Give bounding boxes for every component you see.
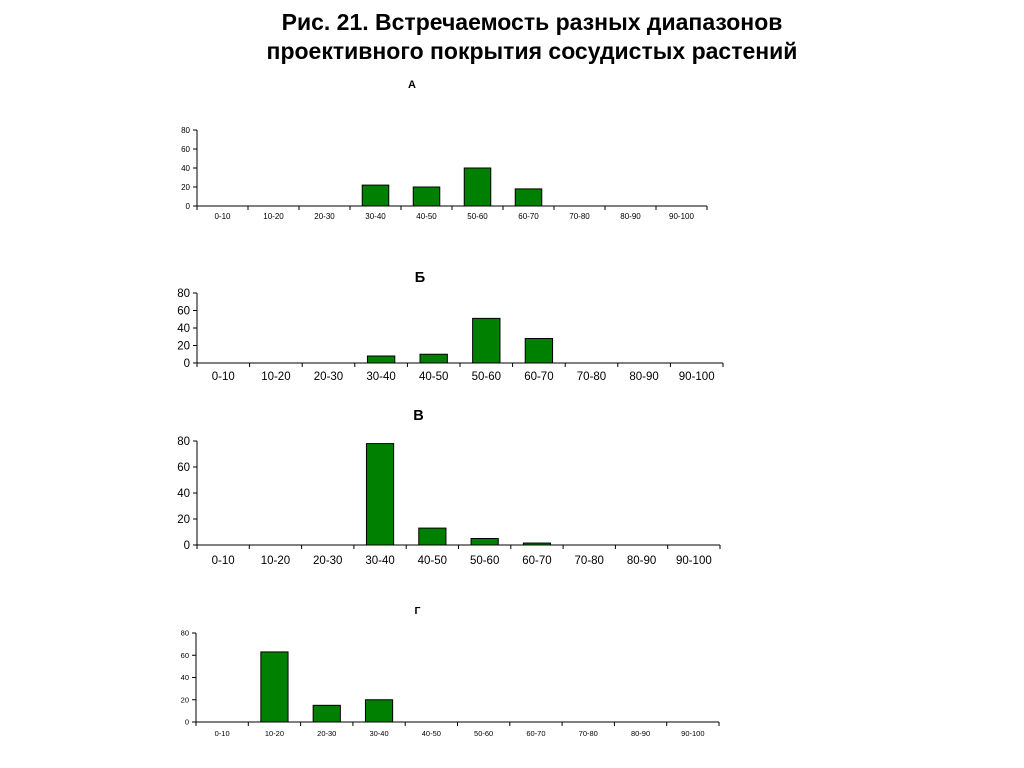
bar-60-70 bbox=[515, 189, 542, 206]
x-tick-label: 90-100 bbox=[669, 212, 694, 221]
y-tick-label: 80 bbox=[180, 628, 189, 638]
x-tick-label: 10-20 bbox=[261, 371, 291, 383]
chart-a bbox=[0, 75, 1024, 225]
chart-d bbox=[0, 600, 1024, 760]
x-tick-label: 30-40 bbox=[365, 212, 386, 221]
x-tick-label: 70-80 bbox=[578, 729, 598, 738]
x-tick-label: 70-80 bbox=[574, 555, 604, 567]
x-tick-label: 60-70 bbox=[524, 371, 554, 383]
x-tick-label: 50-60 bbox=[471, 371, 502, 383]
bar-40-50 bbox=[413, 187, 440, 206]
x-tick-label: 0-10 bbox=[211, 555, 235, 567]
x-tick-label: 30-40 bbox=[366, 371, 396, 383]
x-tick-label: 70-80 bbox=[576, 371, 607, 383]
x-tick-label: 10-20 bbox=[264, 729, 285, 738]
x-tick-label: 0-10 bbox=[214, 212, 231, 221]
panel-title: В bbox=[413, 408, 424, 424]
x-tick-label: 40-50 bbox=[417, 555, 448, 567]
y-tick-label: 0 bbox=[183, 358, 190, 371]
y-tick-label: 60 bbox=[180, 650, 189, 660]
panel-title: Б bbox=[414, 270, 426, 286]
x-tick-label: 30-40 bbox=[369, 729, 389, 738]
y-tick-label: 40 bbox=[180, 673, 189, 683]
x-tick-label: 70-80 bbox=[569, 212, 590, 221]
bar-50-60 bbox=[471, 539, 498, 546]
y-tick-label: 40 bbox=[181, 163, 190, 173]
x-tick-label: 20-30 bbox=[317, 729, 337, 738]
bar-40-50 bbox=[420, 354, 447, 363]
y-tick-label: 20 bbox=[177, 340, 190, 353]
y-tick-label: 20 bbox=[177, 514, 190, 527]
bar-30-40 bbox=[366, 444, 393, 545]
panel-title: Г bbox=[414, 605, 421, 617]
x-tick-label: 50-60 bbox=[469, 555, 500, 567]
y-tick-label: 0 bbox=[183, 540, 190, 553]
bar-30-40 bbox=[365, 700, 392, 722]
y-tick-label: 20 bbox=[181, 182, 190, 192]
bar-60-70 bbox=[525, 339, 552, 364]
x-tick-label: 60-70 bbox=[518, 212, 539, 221]
y-tick-label: 0 bbox=[185, 201, 190, 211]
x-tick-label: 90-100 bbox=[675, 555, 712, 567]
x-tick-label: 20-30 bbox=[314, 212, 335, 221]
x-tick-label: 80-90 bbox=[626, 555, 657, 567]
chart-c bbox=[0, 405, 1024, 570]
y-tick-label: 60 bbox=[177, 462, 190, 475]
bar-50-60 bbox=[473, 318, 500, 363]
figure-title bbox=[0, 8, 1024, 66]
x-tick-label: 40-50 bbox=[416, 212, 437, 221]
chart-b bbox=[0, 265, 1024, 395]
bar-50-60 bbox=[464, 168, 491, 206]
bar-30-40 bbox=[367, 356, 394, 363]
x-tick-label: 10-20 bbox=[263, 212, 284, 221]
y-tick-label: 40 bbox=[177, 488, 190, 501]
figure-title-line-2: проективного покрытия сосудистых растений bbox=[266, 38, 798, 64]
x-tick-label: 80-90 bbox=[620, 212, 641, 221]
x-tick-label: 20-30 bbox=[313, 371, 344, 383]
bar-30-40 bbox=[362, 185, 389, 206]
x-tick-label: 60-70 bbox=[522, 555, 552, 567]
x-tick-label: 0-10 bbox=[211, 371, 235, 383]
y-tick-label: 60 bbox=[177, 305, 190, 318]
x-tick-label: 40-50 bbox=[421, 729, 441, 738]
bar-40-50 bbox=[419, 528, 446, 545]
y-tick-label: 20 bbox=[180, 695, 189, 705]
x-tick-label: 30-40 bbox=[365, 555, 395, 567]
x-tick-label: 0-10 bbox=[214, 729, 230, 738]
bar-10-20 bbox=[261, 652, 288, 722]
x-tick-label: 20-30 bbox=[313, 555, 343, 567]
x-tick-label: 50-60 bbox=[467, 212, 488, 221]
y-tick-label: 80 bbox=[181, 125, 190, 135]
x-tick-label: 10-20 bbox=[260, 555, 291, 567]
panel-title: А bbox=[408, 79, 416, 91]
y-tick-label: 40 bbox=[177, 323, 190, 336]
x-tick-label: 60-70 bbox=[526, 729, 546, 738]
x-tick-label: 80-90 bbox=[630, 729, 651, 738]
y-tick-label: 80 bbox=[177, 288, 190, 301]
bar-20-30 bbox=[313, 705, 340, 722]
x-tick-label: 40-50 bbox=[418, 371, 449, 383]
y-tick-label: 80 bbox=[177, 436, 190, 449]
x-tick-label: 90-100 bbox=[678, 371, 715, 383]
y-tick-label: 60 bbox=[181, 144, 190, 154]
figure-title-line-1: Рис. 21. Встречаемость разных диапазонов bbox=[281, 9, 783, 35]
x-tick-label: 80-90 bbox=[629, 371, 659, 383]
x-tick-label: 90-100 bbox=[681, 729, 705, 738]
y-tick-label: 0 bbox=[184, 717, 189, 727]
x-tick-label: 50-60 bbox=[474, 729, 494, 738]
